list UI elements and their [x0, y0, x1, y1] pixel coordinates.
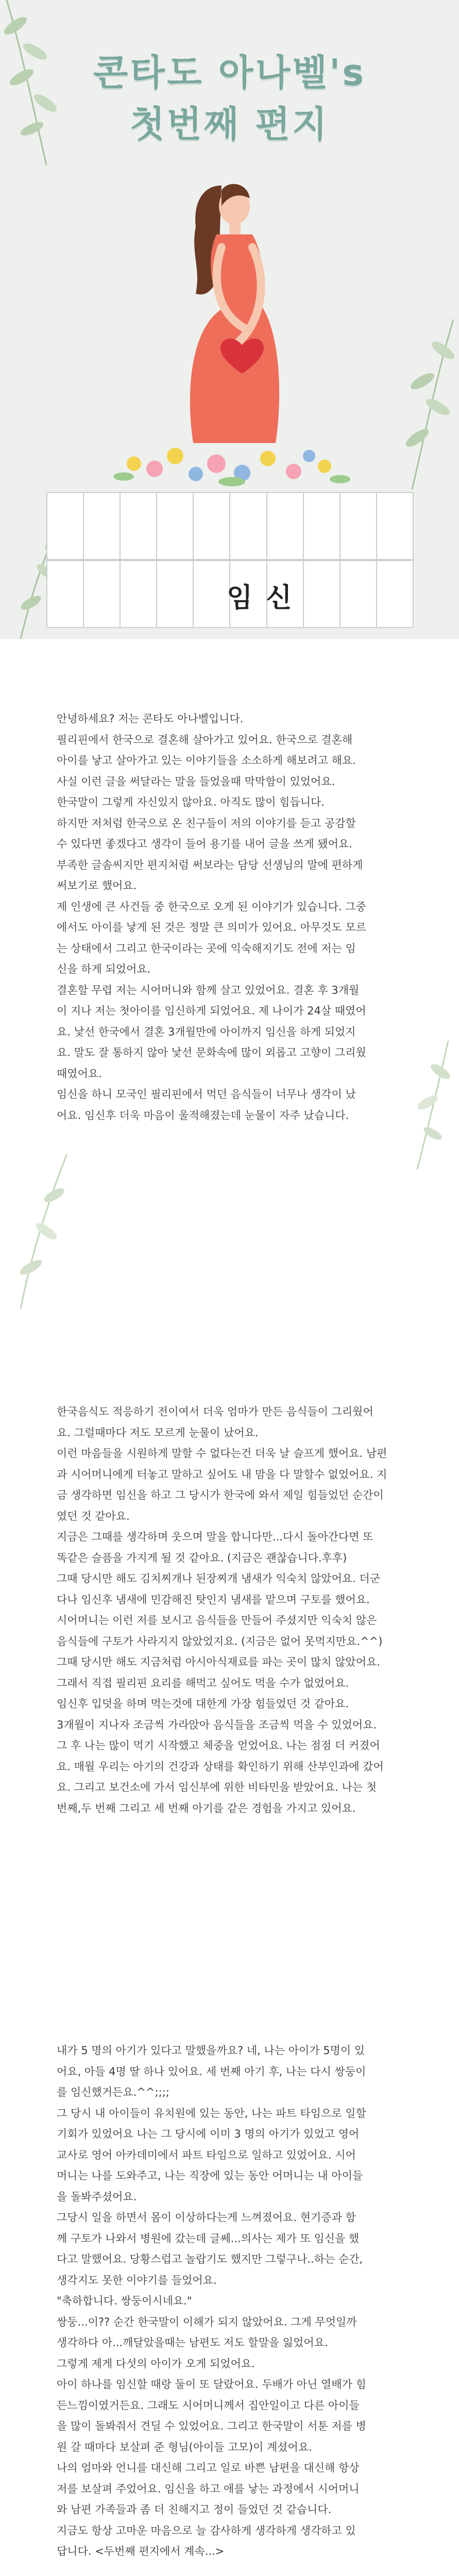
letter-paragraph-1: 안녕하세요? 저는 콘타도 아나벨입니다. 필리핀에서 한국으로 결혼해 살아가고 있어요. 한국으로 결혼해 아이를 낳고 살아가고 있는 이야기들을 소소하게 해보려고 해요. 사실 이런 글을 써달라는 말을 들었을때 막막함이 있었어요. 한국말이 그렇게 자신있지 않아요. 아직도 많이 힘듭니다. 하지만 저처럼 한국으로 온 친구들이 저의 이야기를 듣고 공감할 수 있다면 좋겠다고 생각이 들어 용기를 내어 글을 쓰게 됐어요. 부족한 글솜씨지만 편지처럼 써보라는 담당 선생님의 말에 편하게 써보기로 했어요. 제 인생에 큰 사건들 중 한국으로 오게 된 이야기가 있습니다. 그중 에서도 아이를 낳게 된 것은 정말 큰 의미가 있어요. 아무것도 모르 는 상태에서 그리고 한국이라는 곳에 익숙해지기도 전에 저는 임 신을 하게 되었어요. 결혼할 무렵 저는 시어머니와 함께 살고 있었어요. 결혼 후 3개월 이 지나 저는 첫아이를 임신하게 되었어요. 제 나이가 24살 때였어 요. 낯선 한국에서 결혼 3개월만에 아이까지 임신을 하게 되었지 요. 말도 잘 통하지 않아 낯선 문화속에 많이 외롭고 고향이 그리웠 때였어요. 임신을 하니 모국인 필리핀에서 먹던 음식들이 너무나 생각이 났 어요. 임신후 더욱 마음이 울적해졌는데 눈물이 자주 났습니다.: [57, 713, 366, 1122]
letter-paragraph-3: 내가 5 명의 아기가 있다고 말했을까요? 네, 나는 아이가 5명이 있 어요, 아들 4명 딸 하나 있어요. 세 번째 아기 후, 나는 다시 쌍둥이 를 임신했거든요.^^;;;; 그 당시 내 아이들이 유치원에 있는 동안, 나는 파트 타임으로 일할 기회가 있었어요 나는 그 당시에 이미 3 명의 아기가 있었고 영어 교사로 영어 아카데미에서 파트 타임으로 일하고 있었어요. 시어 머니는 나를 도와주고, 나는 직장에 있는 동안 어머니는 내 아이들 을 돌봐주셨어요. 그당시 일을 하면서 몸이 이상하다는게 느껴졌어요. 현기증과 함 께 구토가 나와서 병원에 갔는데 글쎄...의사는 제가 또 임신을 했 다고 말했어요. 당황스럽고 놀랍기도 했지만 그렇구나..하는 순간, 생각지도 못한 이야기를 들었어요. "축하합니다. 쌍둥이시네요." 쌍둥...이?? 순간 한국말이 이해가 되지 않았어요. 그게 무엇일까 생각하다 아...깨달았을때는 남편도 저도 할말을 잃었어요. 그렇게 제게 다섯의 아이가 오게 되었어요. 아이 하나를 임신할 때랑 둘이 또 달랐어요. 두배가 아닌 열배가 힘 든느낌이였거든요. 그래도 시어머니께서 집안일이고 다른 아이들 을 많이 돌봐줘서 견딜 수 있었어요. 그리고 한국말이 서툰 저를 병 원 갈 때마다 보살펴 준 형님(아이들 고모)이 계셨어요. 나의 엄마와 언니를 대신해 그리고 일로 바쁜 남편을 대신해 항상 저를 보살펴 주었어요. 임신을 하고 애를 낳는 과정에서 시어머니 와 남편 가족들과 좀 더 친해지고 정이 들었던 것 같습니다. 지금도 항상 고마운 마음으로 늘 감사하게 생각하게 생각하고 있 답니다. <두번째 편지에서 계속...>: [57, 2044, 366, 2557]
page-title: 콘타도 아나벨's: [93, 52, 366, 94]
flower-bouquet: [113, 428, 350, 489]
leaf-branch-icon: [10, 1154, 77, 1309]
page-title-line2: 첫번째 편지: [130, 103, 329, 145]
letter-paragraph-2: 한국음식도 적응하기 전이여서 더욱 엄마가 만든 음식들이 그리웠어 요. 그럴때마다 저도 모르게 눈물이 났어요. 이런 마음들을 시원하게 말할 수 없다는건 더욱 날 슬프게 했어요. 남편 과 시어머니에게 터놓고 말하고 싶어도 내 맘을 다 말할수 없었어요. 지 금 생각하면 임신을 하고 그 당시가 한국에 와서 제일 힘들었던 순간이 였던 것 같아요. 지금은 그때를 생각하며 웃으며 말을 합니다만...다시 돌아간다면 또 똑같은 슬픔을 가지게 될 것 같아요. (지금은 괜찮습니다.후후) 그때 당시만 해도 김치찌개나 된장찌개 냄새가 익숙치 않았어요. 더군 다나 임신후 냄새에 민감해진 탓인지 냄새를 맡으며 구토를 했어요. 시어머니는 이런 저를 보시고 음식들을 만들어 주셨지만 익숙치 않은 음식들에 구토가 사라지지 않았었지요. (지금은 없어 못먹지만요.^^) 그때 당시만 해도 지금처럼 아시아식재료를 파는 곳이 많치 않았어요. 그래서 직접 필리핀 요리를 해먹고 싶어도 먹을 수가 없었어요. 임신후 입덧을 하며 먹는것에 대한게 가장 힘들었던 것 같아요. 3개월이 지나자 조금씩 가라앉아 음식들을 조금씩 먹을 수 있었어요. 그 후 나는 많이 먹기 시작했고 체중을 얻었어요. 나는 점점 더 커졌어 요. 매월 우리는 아기의 건강과 상태를 확인하기 위해 산부인과에 갔어 요. 그리고 보건소에 가서 임신부에 위한 비타민을 받았어요. 나는 첫 번째,두 번째 그리고 세 번째 아기를 같은 경험을 가지고 있어요.: [57, 1405, 387, 1815]
hero-banner: [0, 0, 459, 639]
leaf-branch-icon: [371, 319, 458, 489]
section-subtitle: 임신: [227, 583, 305, 614]
manuscript-grid-row: [46, 492, 414, 560]
